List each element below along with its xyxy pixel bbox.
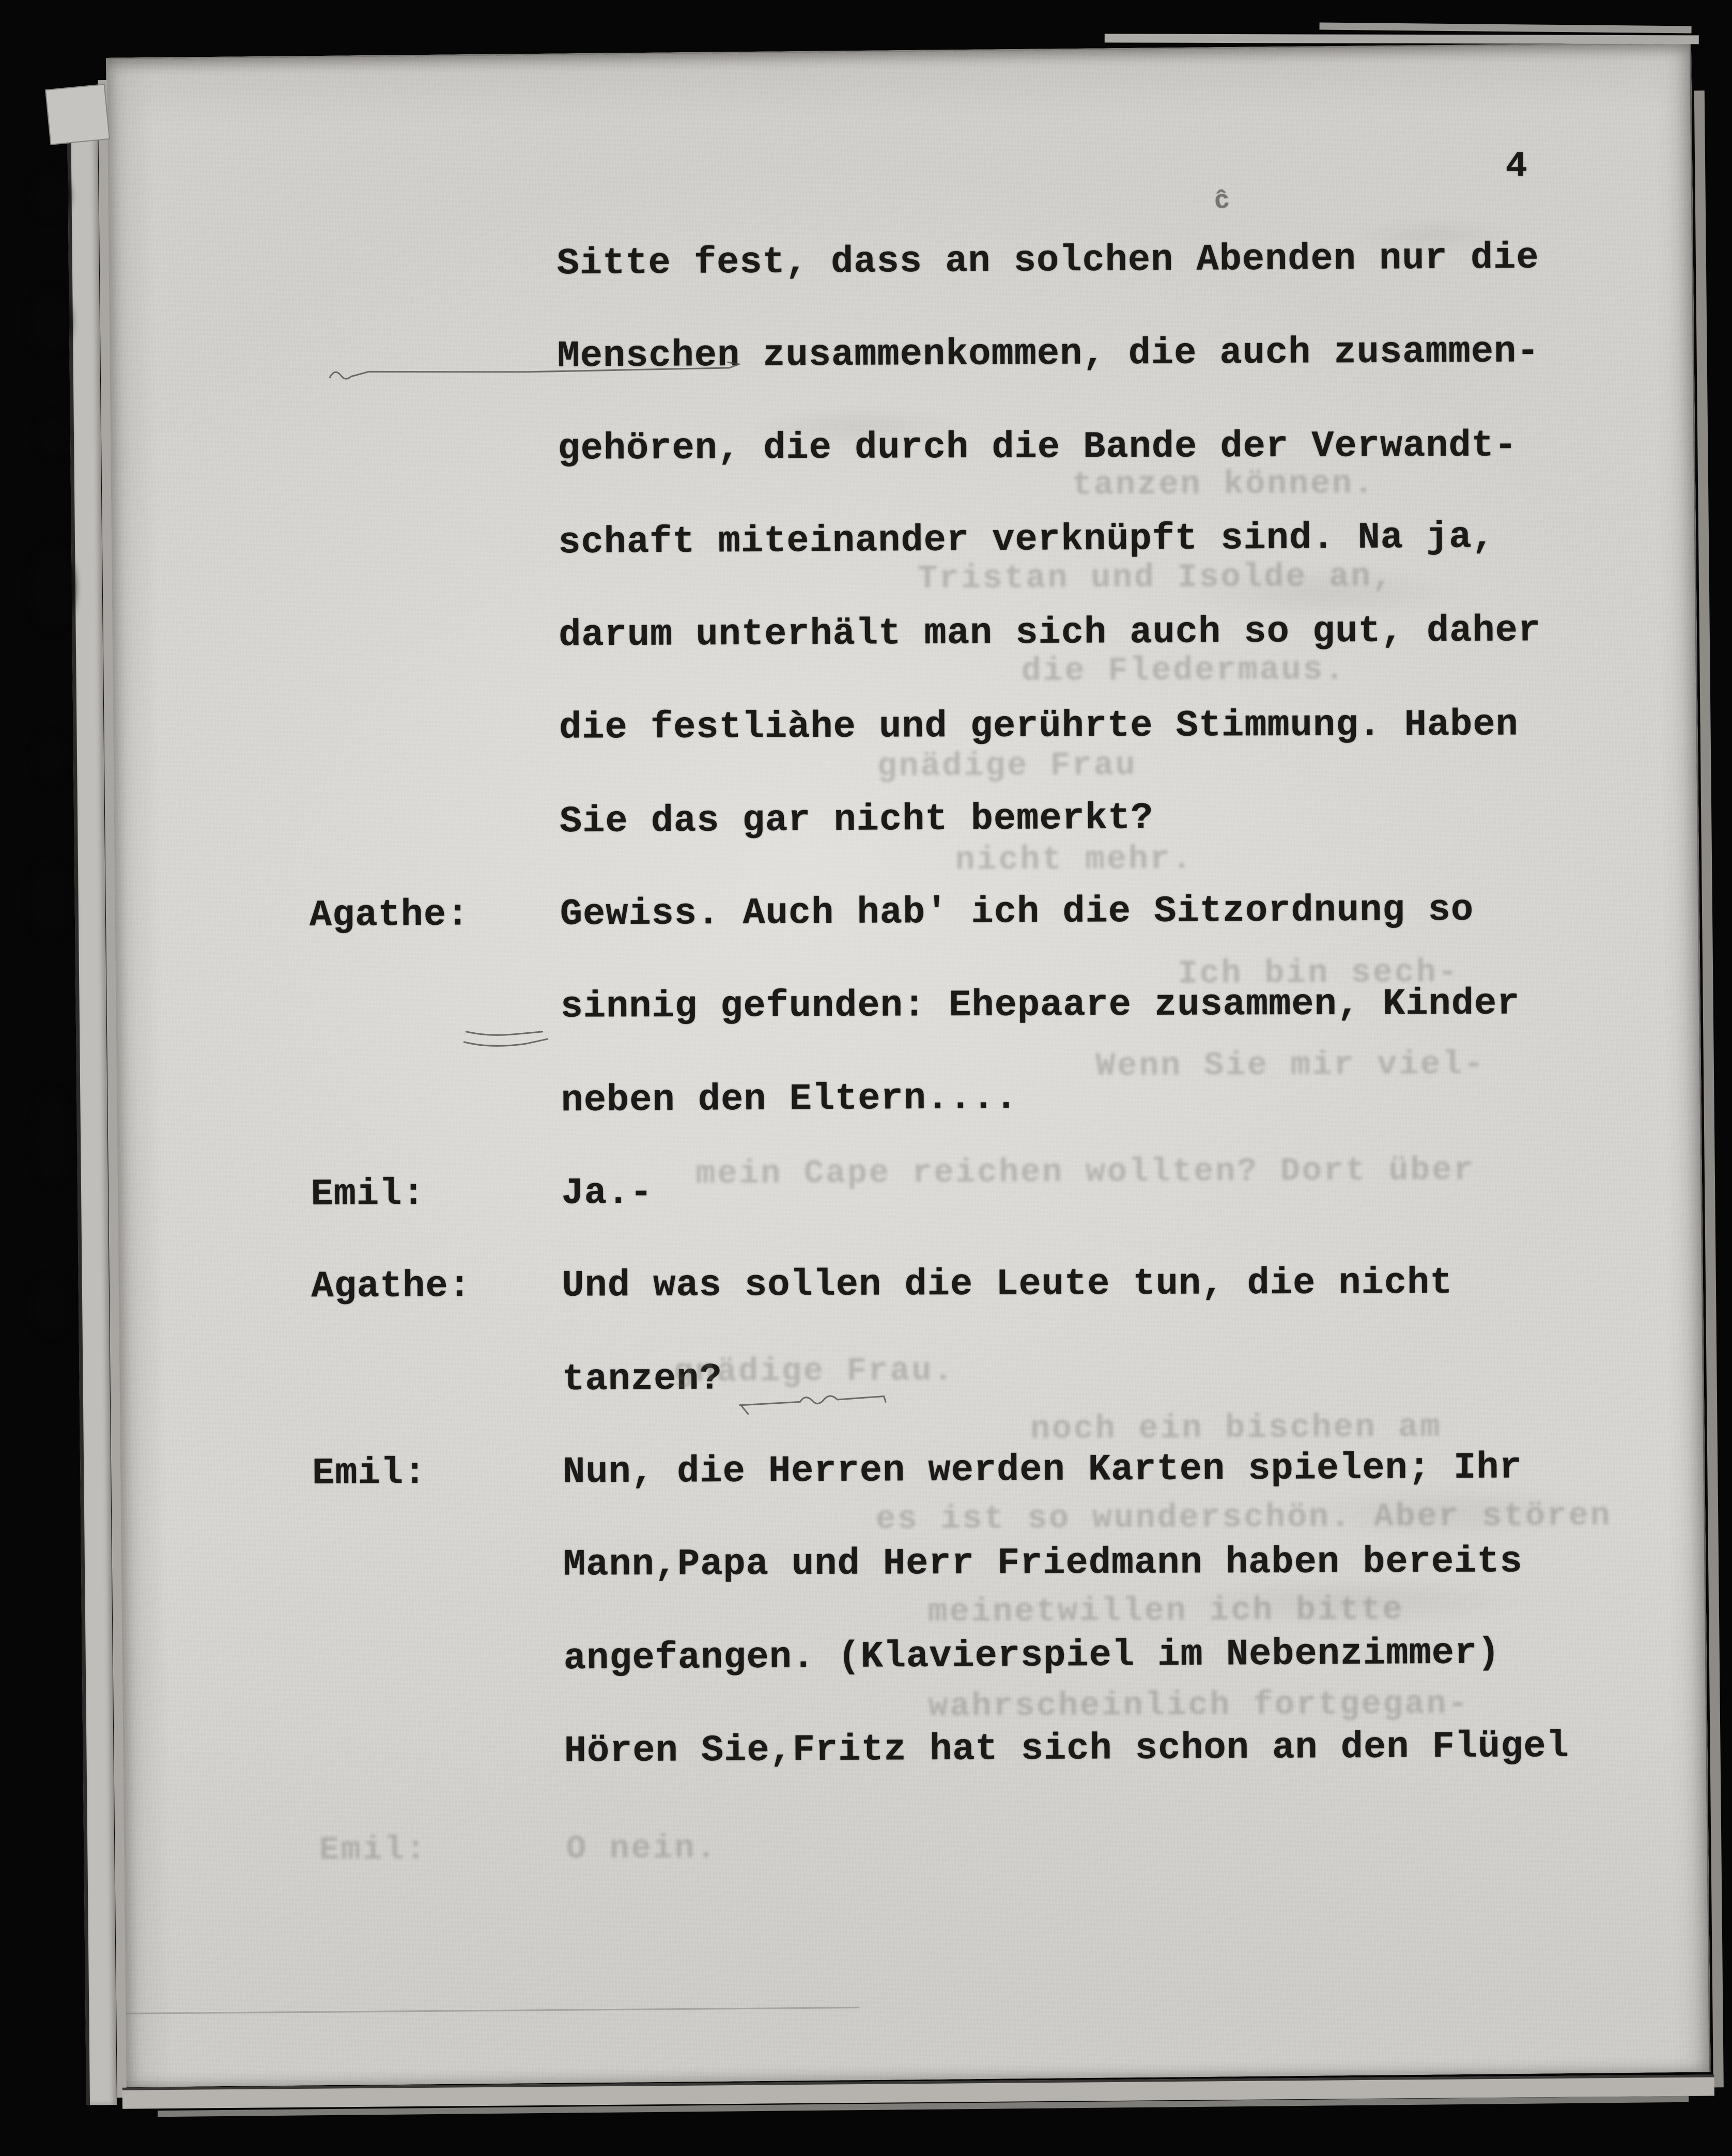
bleedthrough-fragment: Wenn Sie mir viel- [1095,1046,1486,1085]
script-line [0,607,1730,661]
script-line [0,328,1729,382]
bleedthrough-fragment: die Fledermaus. [1021,652,1347,691]
bleedthrough-fragment: Tristan und Isolde an, [917,558,1394,598]
scanner-edge-shadow [28,289,71,354]
script-line [0,791,1731,848]
dialogue-text: Mann,Papa und Herr Friedmann haben bereits [563,1540,1523,1586]
bleedthrough-fragment: wahrscheinlich fortgegan- [928,1686,1470,1726]
speaker-label: Agathe: [309,893,470,937]
dialogue-text: Sitte fest, dass an solchen Abenden nur die [556,236,1539,285]
dialogue-text: Menschen zusammenkommen, die auch zusammen- [557,330,1540,378]
script-line [1,1259,1732,1311]
scanner-edge-shadow [34,734,66,783]
script-line [0,701,1730,753]
dialogue-text: angefangen. (Klavierspiel im Nebenzimmer) [563,1632,1501,1680]
bleedthrough-fragment: tanzen können. [1072,465,1375,504]
speaker-label: Emil: [311,1172,425,1216]
pencil-annotations [0,0,1727,3]
bleedthrough-fragment: nicht mehr. [955,841,1194,879]
bleedthrough-fragment: gnädige Frau. [673,1352,955,1391]
scanner-edge-shadow [36,413,68,457]
bleedthrough-fragment: Emil: [319,1831,428,1869]
dialogue-text: Gewiss. Auch hab' ich die Sitzordnung so [560,888,1474,936]
scanner-edge-shadow [31,1276,70,1336]
script-line [3,1538,1732,1590]
bleedthrough-fragment: es ist so wunderschön. Aber stören [875,1497,1612,1539]
dialogue-text: Und was sollen die Leute tun, die nicht [562,1261,1453,1307]
dialogue-text: Nun, die Herren werden Karten spielen; Ihr [562,1446,1523,1494]
scanner-edge-shadow [33,1090,70,1186]
bleedthrough-fragment: gnädige Frau [877,747,1137,786]
paper-smudges [0,0,1727,3]
dialogue-text: die festliàhe und gerührte Stimmung. Haben [559,703,1519,749]
dialogue-text: schaft miteinander verknüpft sind. Na ja, [558,516,1495,564]
scanner-edge-shadow [32,170,69,220]
dialogue-text: Hören Sie,Fritz hat sich schon an den Flügel [564,1725,1570,1773]
dialogue-text: Ja.- [561,1171,653,1215]
dialogue-text: sinnig gefunden: Ehepaare zusammen, Kinder [560,982,1520,1028]
scanner-edge-shadow [30,545,74,630]
page-number: 4 [1505,146,1528,188]
bleedthrough-fragment: O nein. [566,1830,718,1868]
bleedthrough-fragment: meinetwillen ich bitte [927,1591,1404,1632]
speaker-label: Emil: [312,1451,427,1495]
dialogue-text: darum unterhält man sich auch so gut, daher [559,609,1541,657]
pencil-mark-margin-line-squiggle [328,360,746,389]
pencil-mark-arrow-before-sinnig [462,1022,553,1051]
dialogue-text: Sie das gar nicht bemerkt? [559,797,1154,843]
speaker-label: Agathe: [311,1265,471,1308]
dialogue-text: neben den Eltern.... [561,1076,1018,1122]
pencil-mark-squiggle-above-emil [738,1392,890,1415]
dialogue-text: tanzen? [562,1357,722,1401]
stray-type-mark: ĉ [1213,185,1232,217]
bleedthrough-fragment: mein Cape reichen wollten? Dort über [695,1152,1476,1193]
script-line [0,886,1731,940]
script-line [4,1722,1732,1777]
script-line [0,980,1732,1032]
bleedthrough-fragment: noch ein bischen am [1030,1409,1442,1449]
script-line [3,1628,1732,1685]
bleedthrough-fragment: Ich bin sech- [1178,954,1460,993]
dialogue-text: gehören, die durch die Bande der Verwandt- [558,424,1518,470]
script-line [0,512,1730,569]
scanner-edge-shadow [29,863,70,938]
